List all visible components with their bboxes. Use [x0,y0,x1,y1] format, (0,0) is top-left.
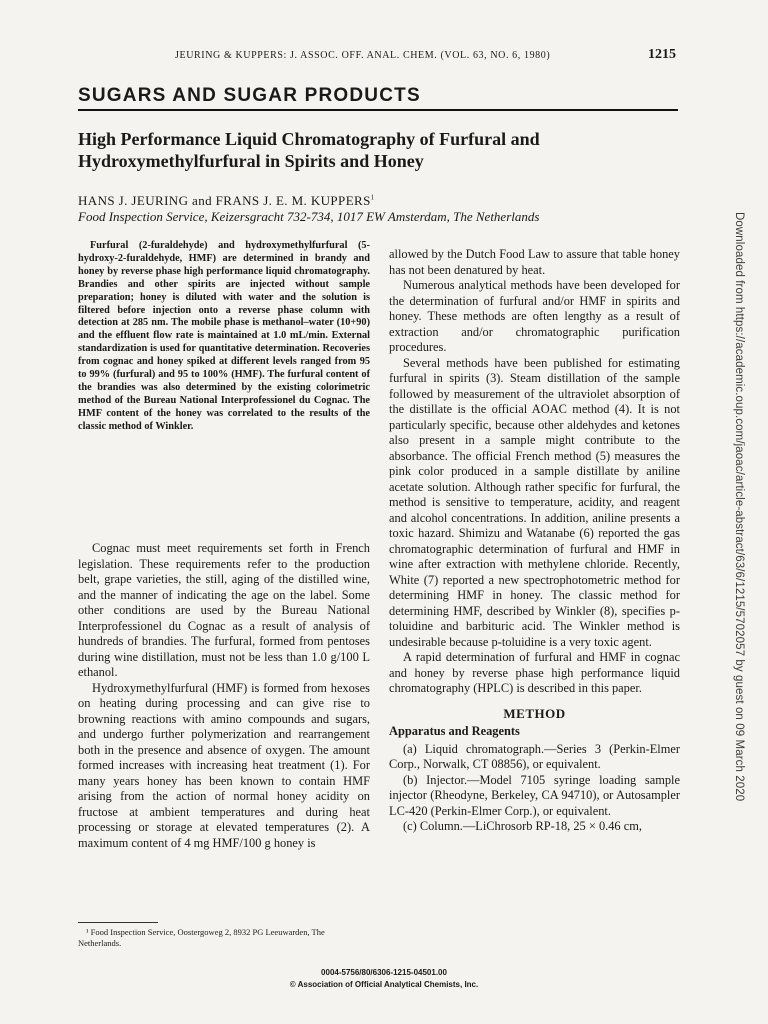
body-paragraph: Cognac must meet requirements set forth in French legislation. These requirements refer to the production belt, grape varieties, the still, aging of the distilled wine, and the manner of indicating the age on the label. Some other conditions are used by the Bureau National Interprofessionel du Cognac as a result of analysis of hundreds of brandies. The furfural, formed from pentoses during wine distillation, must not be less than 1.0 g/100 L ethanol. [78,541,370,679]
body-paragraph: Hydroxymethylfurfural (HMF) is formed from hexoses on heating during processing and can give rise to browning reactions with amino compounds and sugars, and undergo further polymerization and rearrangement both in the presence and absence of oxygen. The amount formed increases with increasing heat treatment (1). For many years honey has been known to contain HMF arising from the action of normal honey acidity on fructose at ambient temperatures and during heat processing or storage at elevated temperatures (2). A maximum content of 4 mg HMF/100 g honey is [78,680,370,850]
left-column [78,541,370,851]
download-watermark: Downloaded from https://academic.oup.com/jaoac/article-abstract/63/6/1215/5702057 by guest on 09 March 2020 [733,212,745,802]
affiliation: Food Inspection Service, Keizersgracht 732-734, 1017 EW Amsterdam, The Netherlands [78,209,540,224]
article-title: High Performance Liquid Chromatography of Furfural and Hydroxymethylfurfural in Spirits and Honey [78,129,540,171]
apparatus-item: (a) Liquid chromatograph.—Series 3 (Perkin-Elmer Corp., Norwalk, CT 08856), or equivalent. [389,741,680,771]
running-head: JEURING & KUPPERS: J. ASSOC. OFF. ANAL. CHEM. (VOL. 63, NO. 6, 1980) [175,50,551,61]
abstract: Furfural (2-furaldehyde) and hydroxymethylfurfural (5-hydroxy-2-furaldehyde, HMF) are determined in brandy and honey by reverse phase high performance liquid chromatography. Brandies and other spirits are injected without sample preparation; honey is diluted with water and the solution is filtered before injection onto a reverse phase column with detection at 285 nm. The mobile phase is methanol–water (10+90) and the effluent flow rate is maintained at 1.0 mL/min. External standardization is used for quantitative determination. Recoveries from cognac and honey spiked at different levels ranged from 95 to 99% (furfural) and 95 to 100% (HMF). The furfural content of the brandies was also determined by the existing colorimetric method of the Bureau National Interprofessionel du Cognac. The HMF content of the honey was correlated to the results of the classic method of Winkler. [78,240,370,432]
footer-code: 0004-5756/80/6306-1215-04501.00 [321,968,447,977]
body-paragraph: A rapid determination of furfural and HMF in cognac and honey by reverse phase high performance liquid chromatography (HPLC) is described in this paper. [389,650,680,695]
authors [78,193,375,209]
footnote-divider [78,922,158,923]
section-divider [78,109,678,111]
body-paragraph: allowed by the Dutch Food Law to assure that table honey has not been denatured by heat. [389,247,680,277]
footnote: ¹ Food Inspection Service, Oostergoweg 2, 8932 PG Leeuwarden, The Netherlands. [78,927,325,948]
body-paragraph: Several methods have been published for estimating furfural in spirits (3). Steam distillation of the sample followed by measurement of the ultraviolet absorption of the distillate is the official AOAC method (4). It is not particularly specific, because other aldehydes and ketones also present in a sample might contribute to the absorbance. The official French method (5) measures the pink color produced in a sample distillate by aniline acetate solution. Although rather specific for furfural, the method is sensitive to temperature, acidity, and reagent and alcohol concentrations. In addition, aniline presents a toxic hazard. Shimizu and Watanabe (6) reported the gas chromatographic determination of furfural and HMF in wine after extraction with methylene chloride. Recently, White (7) reported a new spectrophotometric method for determining HMF in honey. The classic method for determining HMF, described by Winkler (8), specifies p-toluidine and barbituric acid. The Winkler method is undesirable because p-toluidine is a very toxic agent. [389,355,680,649]
method-heading: METHOD [503,705,566,721]
section-title: SUGARS AND SUGAR PRODUCTS [78,85,421,106]
footer-copyright: © Association of Official Analytical Chemists, Inc. [289,980,479,989]
apparatus-item: (b) Injector.—Model 7105 syringe loading sample injector (Rheodyne, Berkeley, CA 94710), or Autosampler LC-420 (Perkin-Elmer Corp.), or equivalent. [389,772,680,818]
page-number: 1215 [648,47,676,62]
apparatus-subheading: Apparatus and Reagents [389,724,520,738]
right-column [389,247,680,835]
author-footnote-mark: 1 [370,193,375,202]
apparatus-item: (c) Column.—LiChrosorb RP-18, 25 × 0.46 cm, [403,819,642,833]
author-names: HANS J. JEURING and FRANS J. E. M. KUPPERS [78,193,371,208]
body-paragraph: Numerous analytical methods have been developed for the determination of furfural and/or HMF in spirits and honey. These methods are often lengthy as a result of extraction and/or chromatographic purification procedures. [389,278,680,354]
